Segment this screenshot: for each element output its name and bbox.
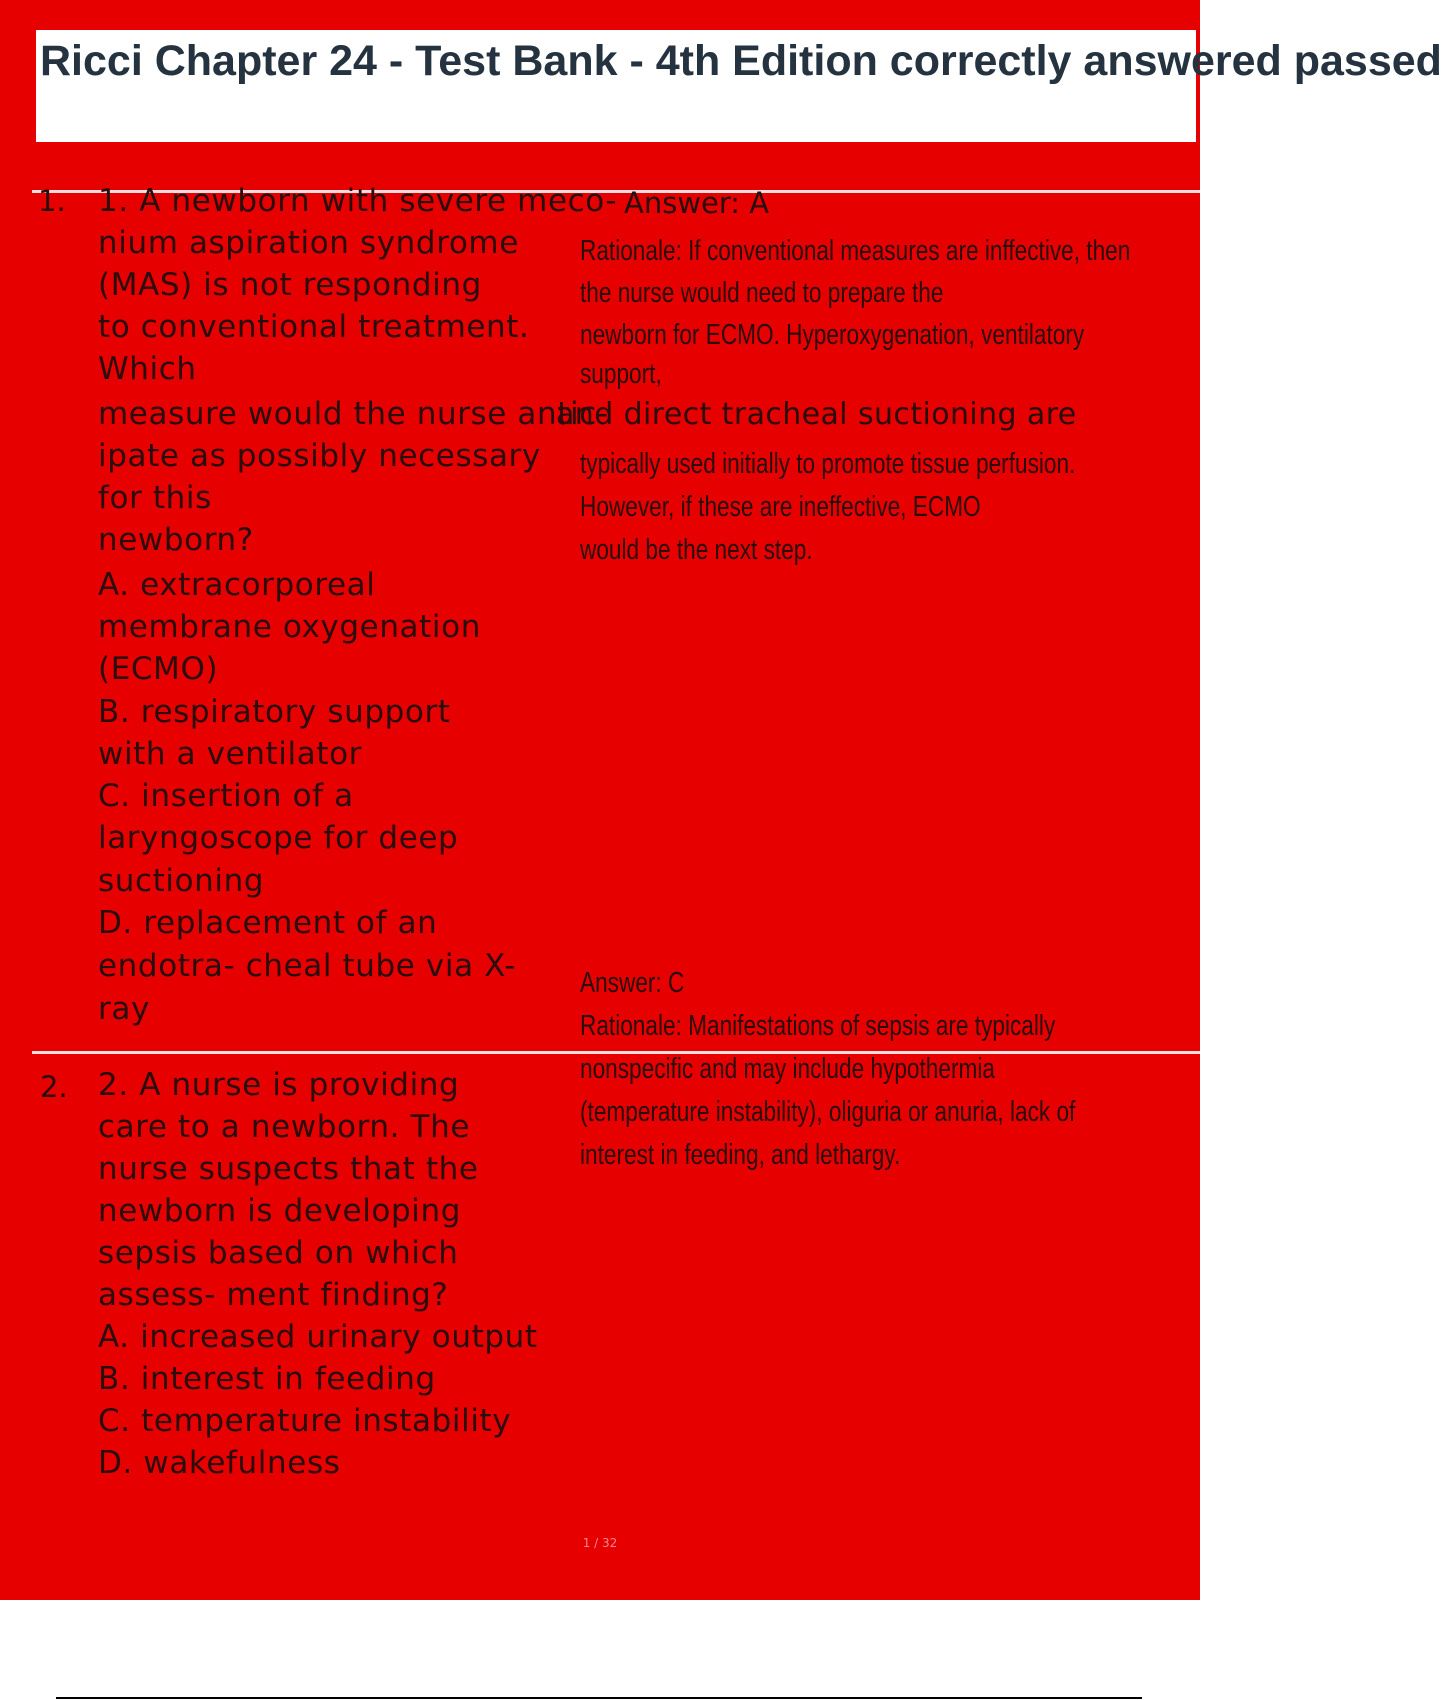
question-line: measure would the nurse antic- [98,396,609,432]
answer-option: C. insertion of a [98,778,354,814]
answer-option: ray [98,991,150,1027]
question-number: 1. [38,184,66,218]
rationale-line: support, [580,358,662,390]
question-line: newborn? [98,522,254,558]
answer-option: D. replacement of an [98,905,438,941]
answer-option: laryngoscope for deep [98,820,459,856]
question-line: ipate as possibly necessary [98,438,541,474]
question-line: 2. A nurse is providing [98,1067,460,1103]
rationale-line: nonspecific and may include hypothermia [580,1053,995,1085]
answer-option: A. extracorporeal [98,567,376,603]
answer-label: Answer: A [624,186,770,220]
rationale-line: the nurse would need to prepare the [580,277,944,309]
rationale-line: interest in feeding, and lethargy. [580,1139,901,1171]
rationale-line: newborn for ECMO. Hyperoxygenation, ventilatory [580,319,1085,351]
title-box [36,30,1442,142]
page-indicator: 1 / 32 [582,1536,618,1550]
question-line: to conventional treatment. [98,309,530,345]
rationale-line: (temperature instability), oliguria or anuria, lack of [580,1096,1076,1128]
answer-option: membrane oxygenation [98,609,481,645]
answer-option: D. wakefulness [98,1445,341,1481]
rationale-line: and direct tracheal suctioning are [556,397,1077,432]
rationale-line: typically used initially to promote tissue perfusion. [580,448,1076,480]
rationale-line: would be the next step. [580,534,813,566]
document-title: Ricci Chapter 24 - Test Bank - 4th Edition correctly answered passed [40,37,1442,85]
rationale-line: Rationale: If conventional measures are inffective, then [580,235,1131,267]
footer-divider [56,1697,1142,1699]
question-line: assess- ment finding? [98,1277,449,1313]
rationale-line: However, if these are ineffective, ECMO [580,491,981,523]
question-line: (MAS) is not responding [98,267,482,303]
question-line: nium aspiration syndrome [98,225,519,261]
question-line: Which [98,351,197,387]
question-line: for this [98,480,212,516]
answer-option: B. interest in feeding [98,1361,436,1397]
answer-option: C. temperature instability [98,1403,512,1439]
question-line: sepsis based on which [98,1235,459,1271]
question-line: care to a newborn. The [98,1109,470,1145]
answer-option: B. respiratory support [98,694,451,730]
rationale-line: Rationale: Manifestations of sepsis are typically [580,1010,1056,1042]
question-line: newborn is developing [98,1193,461,1229]
answer-option: endotra- cheal tube via X- [98,948,517,984]
answer-option: A. increased urinary output [98,1319,538,1355]
answer-option: (ECMO) [98,651,219,687]
question-line: 1. A newborn with severe meco- [98,183,618,219]
answer-option: suctioning [98,863,265,899]
question-line: nurse suspects that the [98,1151,479,1187]
answer-option: with a ventilator [98,736,362,772]
question-number: 2. [40,1070,68,1104]
answer-label: Answer: C [580,967,685,999]
